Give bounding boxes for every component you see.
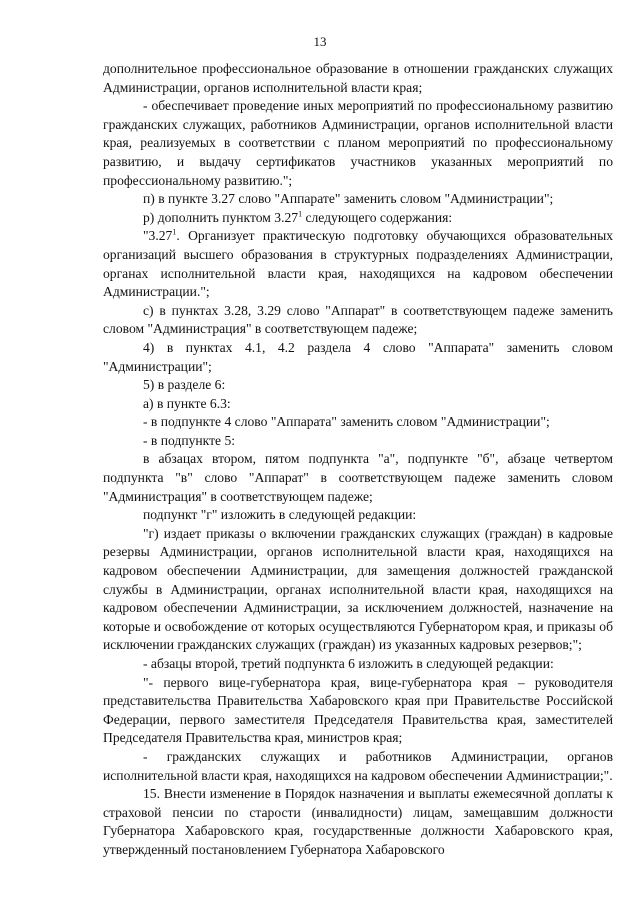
paragraph: - обеспечивает проведение иных мероприятий по профессиональному развитию гражданских служащих, работников Администрации, органов исполнительной власти края, реализуемых в соответствии с планом мероприятий по профессиональному развитию, и выдачу сертификатов участников указанных мероприятий по профессиональному развитию.";	[103, 98, 613, 188]
paragraph: - в подпункте 5:	[143, 432, 236, 448]
paragraph: в абзацах втором, пятом подпункта "а", подпункте "б", абзаце четвертом подпункта "в" слово "Аппарат" в соответствующем падеже заменить словом "Администрация" в соответствующем падеже;	[103, 451, 613, 504]
paragraph: 5) в разделе 6:	[143, 377, 226, 393]
paragraph: - абзацы второй, третий подпункта 6 изложить в следующей редакции:	[143, 656, 554, 671]
paragraph-text: р) дополнить пунктом 3.27	[143, 209, 299, 225]
superscript: 1	[172, 227, 177, 237]
paragraph-text: . Организует практическую подготовку обучающихся образовательных организаций высшего образования в структурных подразделениях Администрации, органах исполнительной власти края, находящихся на кадровом обеспечении Администрации.";	[103, 228, 613, 300]
paragraph: а) в пункте 6.3:	[143, 395, 231, 411]
paragraph: 4) в пунктах 4.1, 4.2 раздела 4 слово "Аппарата" заменить словом "Администрации";	[103, 339, 613, 374]
document-body	[103, 60, 613, 860]
paragraph: подпункт "г" изложить в следующей редакции:	[143, 507, 417, 523]
paragraph-text: следующего содержания:	[302, 209, 453, 225]
paragraph: 15. Внести изменение в Порядок назначения и выплаты ежемесячной доплаты к страховой пенсии по старости (инвалидности) лицам, замещавшим должности Губернатора Хабаровского края, государственные должности Хабаровского края, утвержденный постановлением Губернатора Хабаровского	[103, 786, 613, 857]
paragraph: с) в пунктах 3.28, 3.29 слово "Аппарат" в соответствующем падеже заменить словом "Администрация" в соответствующем падеже;	[103, 302, 613, 337]
paragraph-text: "3.27	[143, 228, 173, 244]
paragraph	[103, 227, 613, 301]
page-number: 13	[313, 34, 327, 49]
paragraph: "- первого вице-губернатора края, вице-губернатора края – руководителя представительства Правительства Хабаровского края при Правительстве Российской Федерации, первого заместителя Председателя Правительства края, заместителей Председателя Правительства края, министров края;	[103, 674, 613, 746]
paragraph: - в подпункте 4 слово "Аппарата" заменить словом "Администрации";	[143, 414, 550, 430]
paragraph: дополнительное профессиональное образование в отношении гражданских служащих Администрации, органов исполнительной власти края;	[103, 61, 613, 95]
paragraph: п) в пункте 3.27 слово "Аппарате" заменить словом "Администрации";	[143, 191, 554, 207]
paragraph: "г) издает приказы о включении гражданских служащих (граждан) в кадровые резервы Администрации, органов исполнительной власти края, находящихся на кадровом обеспечении Администрации, для замещения должностей гражданской службы в Администрации, органах исполнительной власти края, находящихся на кадровом обеспечении Администрации, за исключением должностей, назначение на которые и освобождение от которых осуществляются Губернатором края, и приказы об исключении гражданских служащих (граждан) из указанных кадровых резервов;";	[103, 525, 613, 653]
superscript: 1	[298, 209, 303, 219]
paragraph	[103, 209, 613, 228]
paragraph: - гражданских служащих и работников Администрации, органов исполнительной власти края, находящихся на кадровом обеспечении Администрации;".	[103, 748, 613, 783]
